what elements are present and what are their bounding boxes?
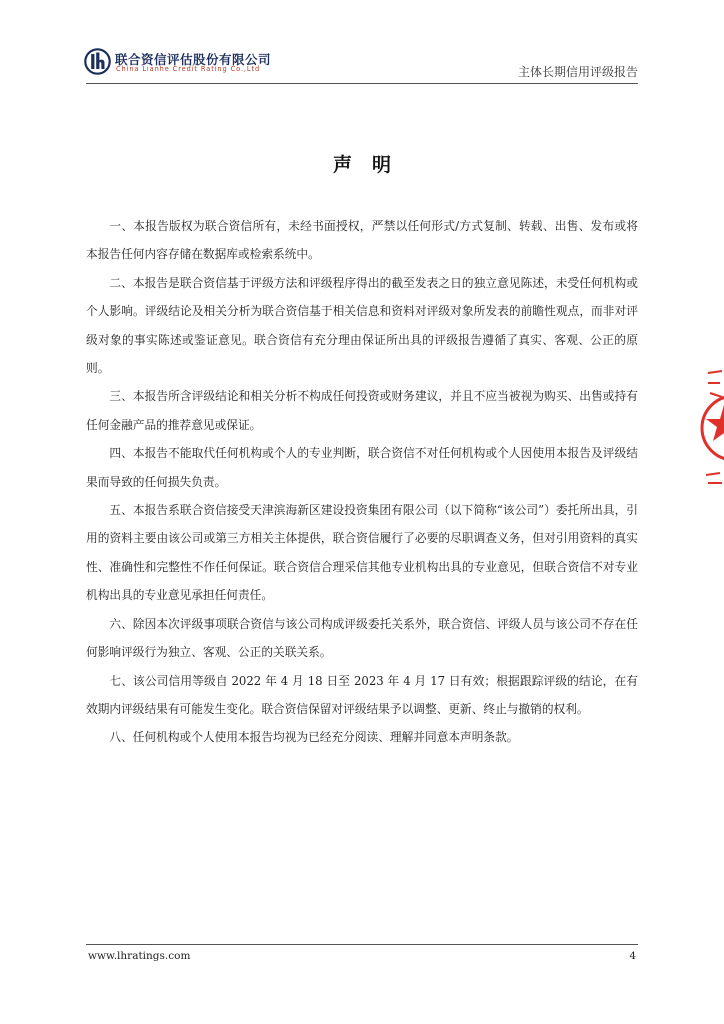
statement-paragraph-2: 二、本报告是联合资信基于评级方法和评级程序得出的截至发表之日的独立意见陈述，未受任何机构或个人影响。评级结论及相关分析为联合资信基于相关信息和资料对评级对象所发表的前瞻性观点，而非对评级对象的事实陈述或鉴证意见。联合资信有充分理由保证所出具的评级报告遵循了真实、客观、公正的原则。 xyxy=(86,275,638,376)
statement-paragraph-1: 一、本报告版权为联合资信所有，未经书面授权，严禁以任何形式/方式复制、转载、出售、发布或将本报告任何内容存储在数据库或检索系统中。 xyxy=(86,219,638,262)
page-title: 声明 xyxy=(332,154,411,176)
statement-paragraph-4: 四、本报告不能取代任何机构或个人的专业判断，联合资信不对任何机构或个人因使用本报告及评级结果而导致的任何损失负责。 xyxy=(86,446,638,489)
header-divider xyxy=(86,83,638,84)
company-name-cn: 联合资信评估股份有限公司 xyxy=(115,52,272,67)
company-logo xyxy=(84,48,274,78)
statement-paragraph-6: 六、除因本次评级事项联合资信与该公司构成评级委托关系外，联合资信、评级人员与该公司不存在任何影响评级行为独立、客观、公正的关联关系。 xyxy=(86,616,638,660)
footer-divider xyxy=(86,944,638,945)
company-name-en: China Lianhe Credit Rating Co.,Ltd xyxy=(116,65,261,73)
lianhe-logo-icon xyxy=(84,48,111,75)
report-type-label: 主体长期信用评级报告 xyxy=(517,65,638,79)
red-seal-stamp xyxy=(700,353,724,503)
statement-paragraph-7: 七、该公司信用等级自 2022 年 4 月 18 日至 2023 年 4 月 17 日有效；根据跟踪评级的结论，在有效期内评级结果有可能发生变化。联合资信保留对评级结果予以调整、更新、终止与撤销的权利。 xyxy=(86,673,638,716)
footer-url: www.lhratings.com xyxy=(88,950,191,962)
statement-paragraph-5: 五、本报告系联合资信接受天津滨海新区建设投资集团有限公司（以下简称“该公司”）委托所出具，引用的资料主要由该公司或第三方相关主体提供，联合资信履行了必要的尽职调查义务，但对引用资料的真实性、准确性和完整性不作任何保证。联合资信合理采信其他专业机构出具的专业意见，但联合资信不对专业机构出具的专业意见承担任何责任。 xyxy=(86,503,638,603)
statement-body xyxy=(86,212,638,752)
page-number: 4 xyxy=(629,950,636,962)
statement-paragraph-8: 八、任何机构或个人使用本报告均视为已经充分阅读、理解并同意本声明条款。 xyxy=(109,730,519,745)
statement-paragraph-3: 三、本报告所含评级结论和相关分析不构成任何投资或财务建议，并且不应当被视为购买、出售或持有任何金融产品的推荐意见或保证。 xyxy=(86,389,638,432)
